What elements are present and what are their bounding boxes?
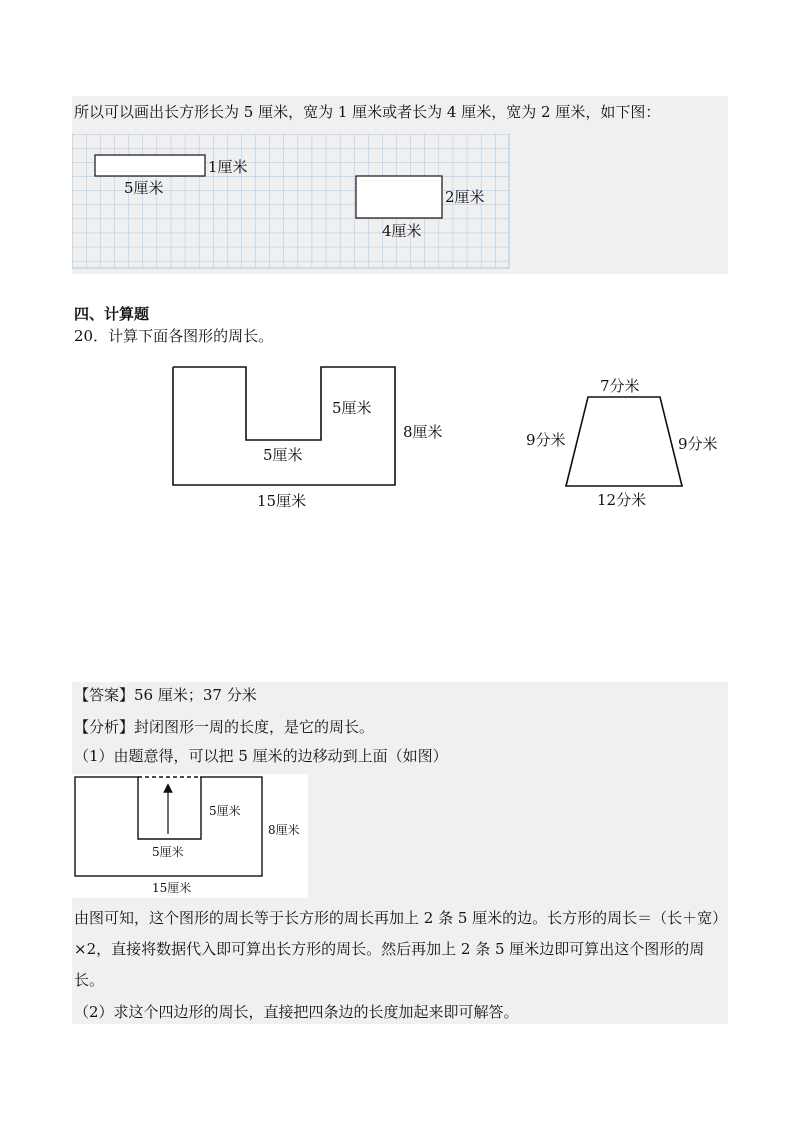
grid-rect-1-width: 1厘米 [208,158,248,176]
section-heading: 四、计算题 [74,305,150,323]
top-answer-block [72,96,728,274]
trapezoid-right-label: 9分米 [678,435,718,453]
grid-paper [72,134,509,268]
trapezoid-bottom-label: 12分米 [597,491,647,509]
part2-line: （2）求这个四边形的周长，直接把四条边的长度加起来即可解答。 [74,1003,519,1021]
u-notch-width-label: 5厘米 [263,446,303,464]
analysis-line: 【分析】封闭图形一周的长度，是它的周长。 [74,718,375,736]
top-answer-intro: 所以可以画出长方形长为 5 厘米，宽为 1 厘米或者长为 4 厘米，宽为 2 厘米，如下图： [74,103,661,121]
u-notch-depth-label: 5厘米 [332,399,372,417]
question-figure-u-shape [165,360,465,520]
explanation-paragraph: 由图可知，这个图形的周长等于长方形的周长再加上 2 条 5 厘米的边。长方形的周长＝（长＋宽）×2，直接将数据代入即可算出长方形的周长。然后再加上 2 条 5 厘米边即可算出这个图形的周长。 [74,909,720,989]
question-figure-trapezoid [520,370,740,520]
grid-figure [72,134,512,274]
answer-line: 【答案】56 厘米；37 分米 [74,686,257,704]
answer-height-label: 8厘米 [268,823,300,837]
trapezoid-top-label: 7分米 [600,377,640,395]
grid-rect-2-length: 4厘米 [382,222,422,240]
part1-line: （1）由题意得，可以把 5 厘米的边移动到上面（如图） [74,747,448,765]
answer-block [72,682,728,1024]
answer-notch-width-label: 5厘米 [152,845,184,859]
trapezoid-left-label: 9分米 [526,431,566,449]
grid-rect-2 [356,176,442,218]
answer-figure [72,774,308,898]
answer-bottom-label: 15厘米 [152,881,192,895]
grid-rect-1 [95,155,205,176]
trapezoid-outline [566,397,682,486]
answer-notch-depth-label: 5厘米 [209,804,241,818]
u-height-label: 8厘米 [403,423,443,441]
u-shape-outline [173,367,395,485]
question-text: 20．计算下面各图形的周长。 [74,327,274,345]
grid-rect-1-length: 5厘米 [124,179,164,197]
u-bottom-label: 15厘米 [257,492,307,510]
answer-figure-notch [138,777,201,839]
grid-rect-2-width: 2厘米 [445,188,485,206]
